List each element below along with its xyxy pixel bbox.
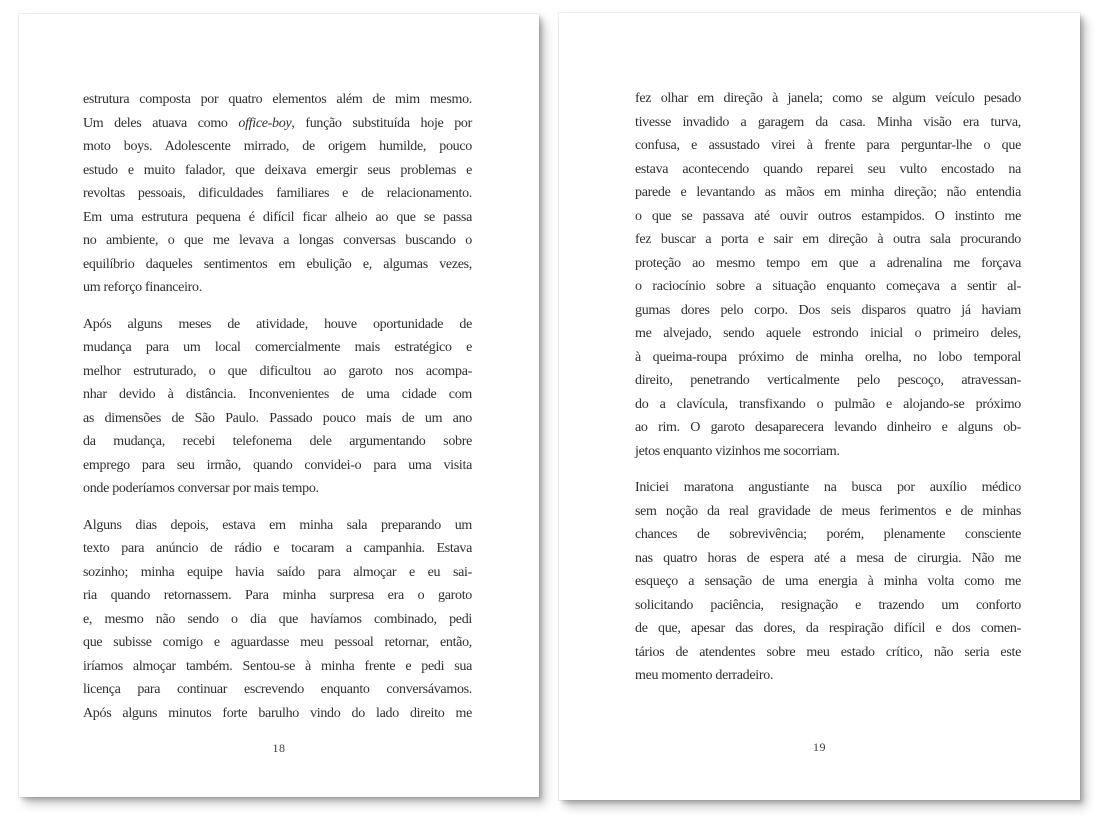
- text-line: esqueço a sensação de uma energia à minha volta como me: [635, 574, 1021, 589]
- text-line: Em uma estrutura pequena é difícil ficar alheio ao que se passa: [83, 209, 472, 225]
- text-line: Após alguns meses de atividade, houve oportunidade de: [83, 316, 472, 332]
- text-line: no ambiente, o que me levava a longas conversas buscando o: [83, 233, 472, 248]
- page-number: 19: [813, 740, 826, 754]
- text-line: tivesse invadido a garagem da casa. Minha visão era turva,: [635, 114, 1021, 130]
- page-number: 18: [272, 741, 286, 755]
- text-line: gumas dores pelo corpo. Dos seis disparos quatro já haviam: [635, 302, 1021, 318]
- paragraph: [83, 514, 472, 726]
- text-line: e, mesmo não sendo o dia que havíamos combinado, pedi: [83, 611, 472, 627]
- text-line: estrutura composta por quatro elementos além de mim mesmo.: [83, 92, 472, 107]
- text-line: à queima-roupa próximo de minha orelha, no lobo temporal: [635, 349, 1021, 365]
- text-line: mudança para um local comercialmente mais estratégico e: [83, 340, 472, 355]
- text-line: iríamos almoçar também. Sentou-se à minha frente e pedi sua: [83, 658, 472, 674]
- text-line: da mudança, recebi telefonema dele argumentando sobre: [83, 434, 472, 449]
- text-line: as dimensões de São Paulo. Passado pouco mais de um ano: [83, 410, 472, 426]
- text-line: um reforço financeiro.: [83, 280, 202, 295]
- text-line: chances de sobrevivência; porém, plenamente consciente: [635, 527, 1021, 542]
- text-line: onde poderíamos conversar por mais tempo.: [83, 481, 319, 496]
- text-line: meu momento derradeiro.: [635, 668, 774, 683]
- book-page-right: [559, 13, 1080, 800]
- paragraph: [635, 87, 1021, 463]
- text-line: fez olhar em direção à janela; como se algum veículo pesado: [635, 91, 1021, 106]
- text-line: direito, penetrando verticalmente pelo pescoço, atravessan-: [635, 373, 1021, 388]
- page-text: [83, 88, 472, 725]
- text-line: o raciocínio sobre a situação enquanto começava a sentir al-: [635, 279, 1021, 294]
- text-line: proteção ao mesmo tempo em que a adrenalina me forçava: [635, 255, 1021, 271]
- text-line: estudo e muito falador, que deixava emergir seus problemas e: [83, 162, 472, 178]
- text-line: nas quatro horas de espera até a mesa de cirurgia. Não me: [635, 550, 1021, 566]
- text-line: Alguns dias depois, estava em minha sala preparando um: [83, 517, 472, 533]
- text-line: equilíbrio daqueles sentimentos em ebulição e, algumas vezes,: [83, 256, 472, 272]
- text-line: solicitando paciência, resignação e trazendo um conforto: [635, 597, 1021, 613]
- text-line: confusa, e assustado virei à frente para perguntar-lhe o que: [635, 138, 1021, 153]
- text-line: o que se passava até ouvir outros estampidos. O instinto me: [635, 208, 1021, 224]
- text-line: moto boys. Adolescente mirrado, de origem humilde, pouco: [83, 139, 472, 154]
- text-line: sem noção da real gravidade de meus ferimentos e de minhas: [635, 503, 1021, 519]
- text-line: revoltas pessoais, dificuldades familiares e de relacionamento.: [83, 186, 472, 201]
- paragraph: [635, 476, 1021, 688]
- page-text: [635, 87, 1021, 688]
- text-line: do a clavícula, transfixando o pulmão e alojando-se próximo: [635, 396, 1021, 412]
- text-line: ao rim. O garoto desaparecera levando dinheiro e alguns ob-: [635, 420, 1021, 435]
- text-line: sozinho; minha equipe havia saído para almoçar e eu sai-: [83, 564, 472, 580]
- text-line: texto para anúncio de rádio e tocaram a campanhia. Estava: [83, 541, 472, 556]
- text-line: que subisse comigo e aguardasse meu pessoal retornar, então,: [83, 635, 472, 650]
- text-line: ria quando retornassem. Para minha surpresa era o garoto: [83, 588, 472, 603]
- text-line: emprego para seu irmão, quando convidei-o para uma visita: [83, 457, 472, 473]
- text-line: tários de atendentes sobre meu estado crítico, não seria este: [635, 644, 1021, 660]
- text-line: licença para continuar escrevendo enquanto conversávamos.: [83, 682, 472, 697]
- text-line: nhar devido à distância. Inconvenientes de uma cidade com: [83, 387, 472, 402]
- paragraph: [83, 88, 472, 300]
- text-line: Após alguns minutos forte barulho vindo do lado direito me: [83, 705, 472, 721]
- book-page-left: [19, 14, 539, 797]
- text-line: jetos enquanto vizinhos me socorriam.: [635, 443, 840, 459]
- text-line: estava acontecendo quando reparei seu vulto encostado na: [635, 161, 1021, 177]
- text-line: me alvejado, sendo aquele estrondo inicial o primeiro deles,: [635, 326, 1021, 341]
- text-line: parede e levantando as mãos em minha direção; não entendia: [635, 185, 1021, 200]
- paragraph: [83, 313, 472, 501]
- text-line: fez buscar a porta e sair em direção à outra sala procurando: [635, 232, 1021, 247]
- text-line: melhor estruturado, o que dificultou ao garoto nos acompa-: [83, 363, 472, 379]
- text-line: de que, apesar das dores, da respiração difícil e dos comen-: [635, 621, 1021, 636]
- text-line: Iniciei maratona angustiante na busca por auxílio médico: [635, 480, 1021, 495]
- text-line: Um deles atuava como office-boy, função substituída hoje por: [83, 115, 472, 131]
